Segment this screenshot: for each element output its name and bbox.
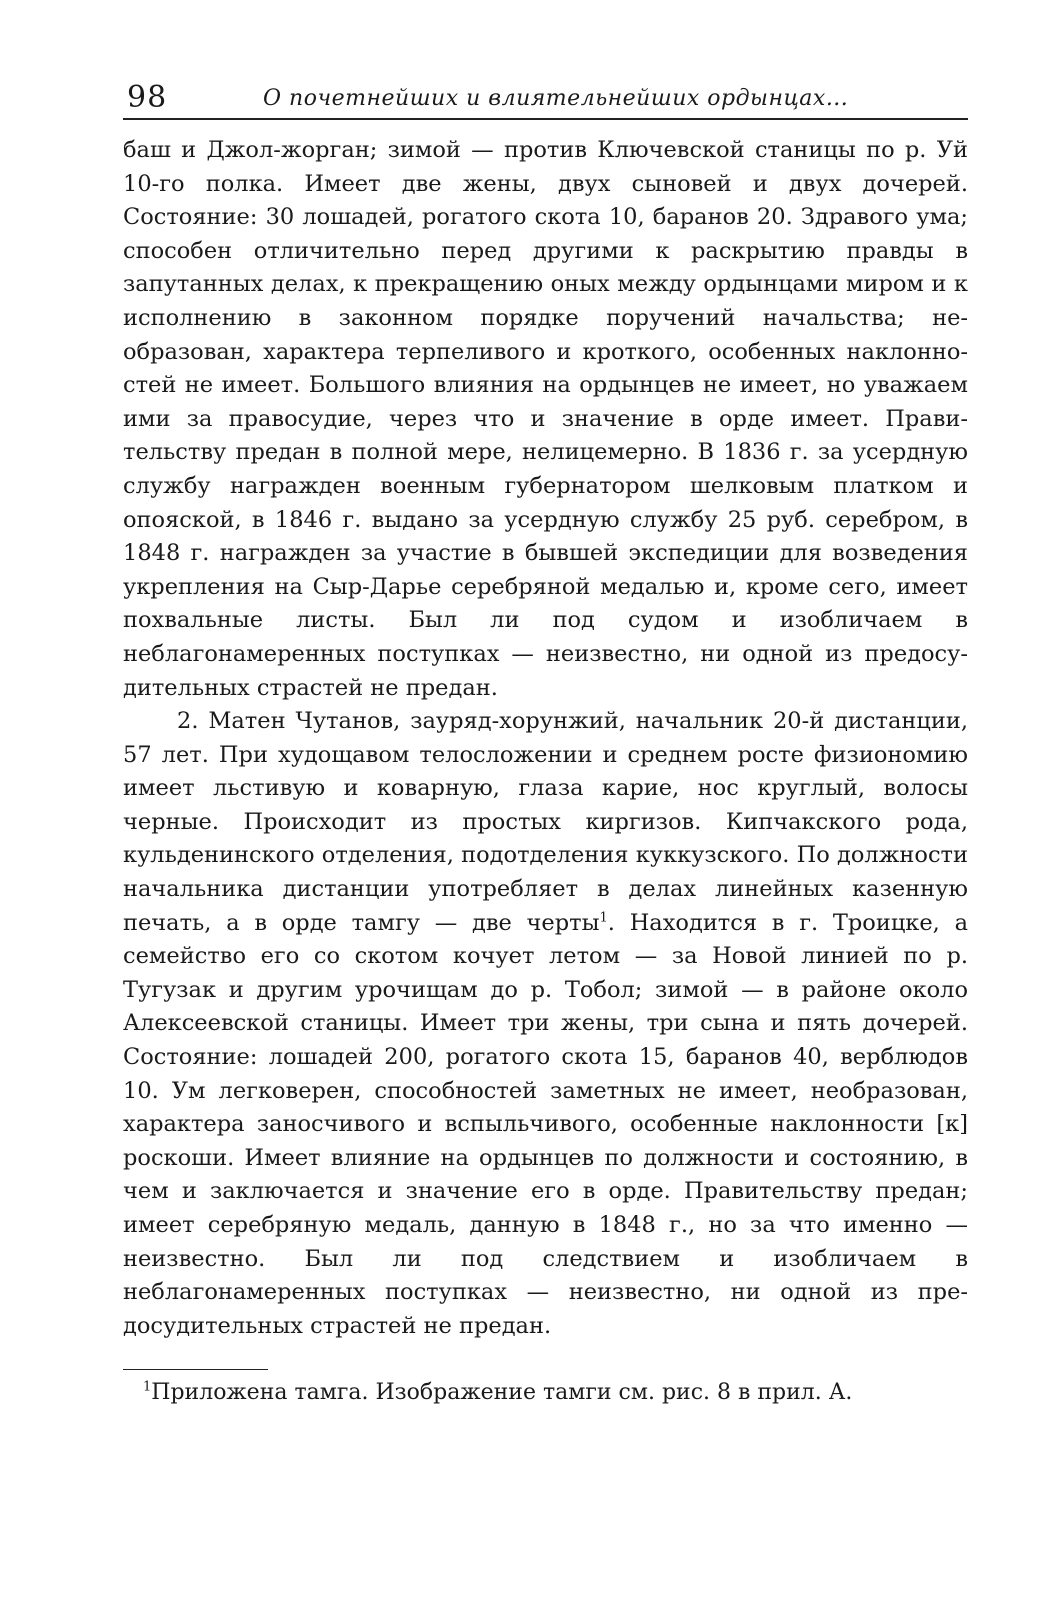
body-text xyxy=(123,134,968,1343)
page-number: 98 xyxy=(127,80,168,115)
footnote xyxy=(123,1378,968,1408)
book-page xyxy=(123,70,968,1408)
page-header xyxy=(123,70,968,120)
running-head: О почетнейших и влиятельнейших ордынцах... xyxy=(263,86,849,111)
paragraph-text-before-footnote: 2. Матен Чутанов, зауряд-хорунжий, начальник 20-й дистанции, 57 лет. При худощавом телосложении и среднем росте физиономию имеет льстивую и коварную, глаза карие, нос круглый, волосы черные. Происходит из простых киргизов. Кипчакского рода, кульденинского отделения, подотделения куккузского. По должности начальника дистанции употребляет в делах линейных казенную печать, а в орде тамгу — две черты xyxy=(123,708,968,936)
footnote-text: Приложена тамга. Изображение тамги см. рис. 8 в прил. А. xyxy=(151,1380,853,1406)
paragraph-entry-2 xyxy=(123,705,968,1343)
footnote-marker: 1 xyxy=(143,1380,152,1396)
footnote-divider xyxy=(123,1369,268,1370)
footnote-reference[interactable]: 1 xyxy=(599,910,608,926)
paragraph-continuation: баш и Джол-жорган; зимой — против Ключевской станицы по р. Уй 10-го полка. Имеет две жены, двух сыновей и двух дочерей. Состояние: 30 лошадей, рогатого скота 10, баранов 20. Здравого ума; способен отличительно перед другими к раскрытию правды в запутанных делах, к прекращению оных между ордынцами миром и к исполнению в законном порядке поручений начальства; необразован, характера терпеливого и кроткого, особенных наклонностей не имеет. Большого влияния на ордынцев не имеет, но уважаем ими за правосудие, через что и значение в орде имеет. Правительству предан в полной мере, нелицемерно. В 1836 г. за усердную службу награжден военным губернатором шелковым платком и опояской, в 1846 г. выдано за усердную службу 25 руб. серебром, в 1848 г. награжден за участие в бывшей экспедиции для возведения укрепления на Сыр-Дарье серебряной медалью и, кроме сего, имеет похвальные листы. Был ли под судом и изобличаем в неблагонамеренных поступках — неизвестно, ни одной из предосудительных страстей не предан. xyxy=(123,137,968,701)
paragraph-text-after-footnote: . Находится в г. Троицке, а семейство его со скотом кочует летом — за Новой линией по р. Тугузак и другим урочищам до р. Тобол; зимой — в районе около Алексеевской станицы. Имеет три жены, три сына и пять дочерей. Состояние: лошадей 200, рогатого скота 15, баранов 40, верблюдов 10. Ум легковерен, способностей заметных не имеет, необразован, характера заносчивого и вспыльчивого, особенные наклонности [к] роскоши. Имеет влияние на ордынцев по должности и состоянию, в чем и заключается и значение его в орде. Правительству предан; имеет серебряную медаль, данную в 1848 г., но за что именно — неизвестно. Был ли под следствием и изобличаем в неблагонамеренных поступках — неизвестно, ни одной из предосудительных страстей не предан. xyxy=(123,909,968,1339)
